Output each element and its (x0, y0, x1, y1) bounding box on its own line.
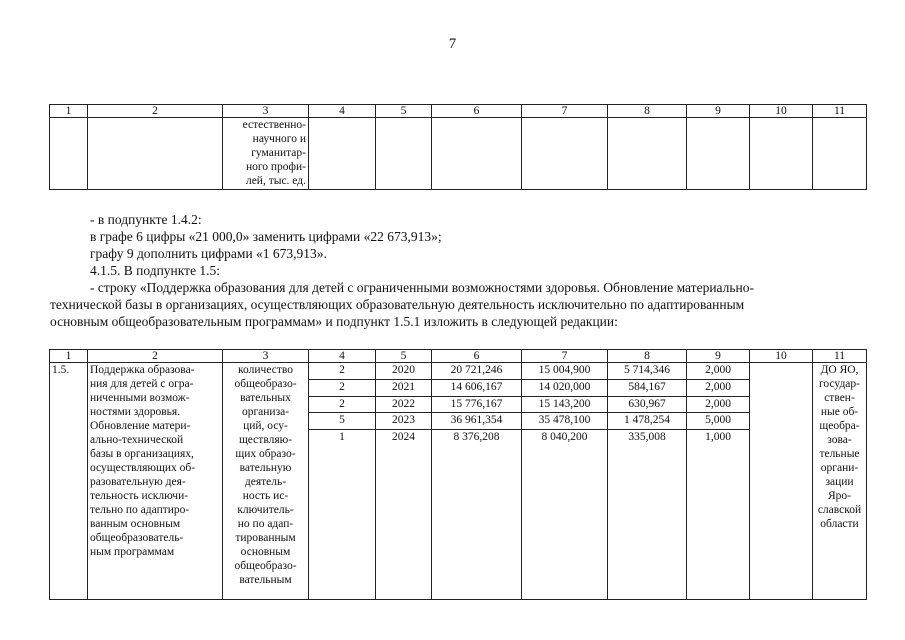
page-number: 7 (448, 36, 457, 52)
year-cell: 2024 (376, 430, 432, 600)
total-cell: 15 776,167 (432, 396, 522, 413)
col-header: 7 (522, 350, 608, 363)
table-continuation (49, 104, 867, 190)
cell (432, 118, 522, 190)
table-header-row (50, 105, 867, 118)
regional-cell: 335,008 (608, 430, 687, 600)
local-cell: 5,000 (687, 413, 750, 430)
cell (50, 118, 88, 190)
col-header: 5 (376, 105, 432, 118)
col-header: 3 (223, 105, 309, 118)
col-header: 6 (432, 105, 522, 118)
col-header: 10 (750, 105, 813, 118)
col-header: 3 (223, 350, 309, 363)
local-cell: 2,000 (687, 396, 750, 413)
year-cell: 2020 (376, 363, 432, 380)
col-header: 7 (522, 105, 608, 118)
year-cell: 2021 (376, 379, 432, 396)
paragraph-line: основным общеобразовательным программам» и подпункт 1.5.1 изложить в следующей редакции: (50, 314, 618, 329)
col-header: 5 (376, 350, 432, 363)
federal-cell: 8 040,200 (522, 430, 608, 600)
program-name: Поддержка образова- ния для детей с огра- ниченными возмож- ностями здоровья. Обновление матери- ально-технической базы в организациях, осуществляющих об- разовательную дея- тельность исключи- тельно по адаптиро- ванным основным общеобразователь- ным программам (88, 363, 223, 600)
col-header: 4 (309, 105, 376, 118)
paragraph-line: - строку «Поддержка образования для детей с ограниченными возможностями здоровья. Обновление материально- (90, 280, 755, 295)
col-header: 11 (813, 105, 867, 118)
total-cell: 20 721,246 (432, 363, 522, 380)
regional-cell: 630,967 (608, 396, 687, 413)
indicator-cell: естественно- научного и гуманитар- ного профи- лей, тыс. ед. (223, 118, 309, 190)
text-line: 4.1.5. В подпункте 1.5: (90, 263, 221, 278)
executor-cell: ДО ЯО, государ- ствен- ные об- щеобра- зова- тельные органи- зации Яро- славской области (813, 363, 867, 600)
other-cell (750, 363, 813, 600)
col-header: 8 (608, 350, 687, 363)
table-row (50, 118, 867, 190)
paragraph-line: технической базы в организациях, осуществляющих образовательную деятельность исключительно по адаптированным (50, 297, 745, 312)
cell (522, 118, 608, 190)
local-cell: 2,000 (687, 379, 750, 396)
col-header: 11 (813, 350, 867, 363)
col-header: 8 (608, 105, 687, 118)
regional-cell: 5 714,346 (608, 363, 687, 380)
col-header: 1 (50, 105, 88, 118)
year-cell: 2023 (376, 413, 432, 430)
table-header-row (50, 350, 867, 363)
cell (608, 118, 687, 190)
value-cell: 5 (309, 413, 376, 430)
col-header: 9 (687, 350, 750, 363)
value-cell: 2 (309, 363, 376, 380)
regional-cell: 1 478,254 (608, 413, 687, 430)
local-cell: 1,000 (687, 430, 750, 600)
cell (376, 118, 432, 190)
col-header: 2 (88, 105, 223, 118)
row-number: 1.5. (50, 363, 88, 600)
cell (813, 118, 867, 190)
cell (750, 118, 813, 190)
col-header: 1 (50, 350, 88, 363)
paragraph (50, 279, 870, 330)
table-row (50, 363, 867, 380)
col-header: 4 (309, 350, 376, 363)
value-cell: 2 (309, 396, 376, 413)
value-cell: 1 (309, 430, 376, 600)
col-header: 2 (88, 350, 223, 363)
cell (88, 118, 223, 190)
federal-cell: 14 020,000 (522, 379, 608, 396)
local-cell: 2,000 (687, 363, 750, 380)
total-cell: 8 376,208 (432, 430, 522, 600)
text-line: в графе 6 цифры «21 000,0» заменить цифрами «22 673,913»; (90, 229, 442, 244)
federal-cell: 15 143,200 (522, 396, 608, 413)
col-header: 6 (432, 350, 522, 363)
col-header: 9 (687, 105, 750, 118)
value-cell: 2 (309, 379, 376, 396)
table-program (49, 349, 867, 600)
col-header: 10 (750, 350, 813, 363)
total-cell: 14 606,167 (432, 379, 522, 396)
cell (309, 118, 376, 190)
text-line: - в подпункте 1.4.2: (90, 212, 202, 227)
indicator-cell: количество общеобразо- вательных организа- ций, осу- ществляю- щих образо- вательную деятель- ность ис- ключитель- но по адап- тированным основным общеобразо- вательным (223, 363, 309, 600)
federal-cell: 35 478,100 (522, 413, 608, 430)
cell (687, 118, 750, 190)
text-line: графу 9 дополнить цифрами «1 673,913». (90, 246, 327, 261)
regional-cell: 584,167 (608, 379, 687, 396)
year-cell: 2022 (376, 396, 432, 413)
total-cell: 36 961,354 (432, 413, 522, 430)
federal-cell: 15 004,900 (522, 363, 608, 380)
